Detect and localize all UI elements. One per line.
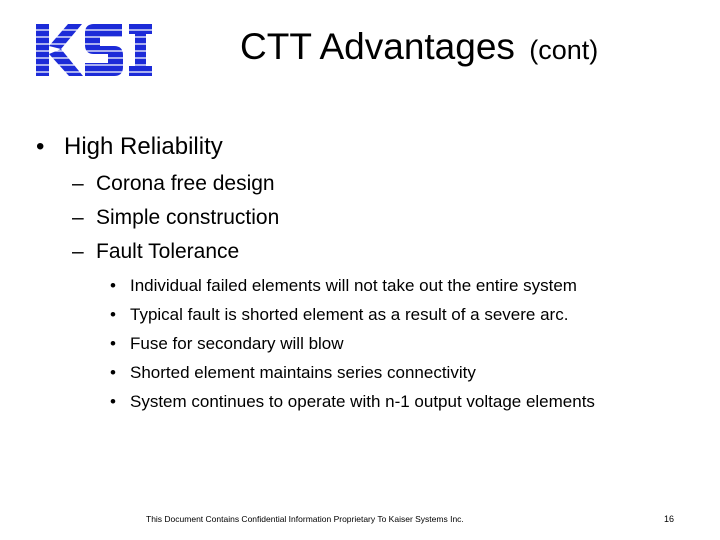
fault-item: • System continues to operate with n-1 output voltage elements [110,392,595,411]
slide-title [240,28,598,65]
fault-item: • Fuse for secondary will blow [110,334,344,353]
title-suffix: (cont) [529,35,599,65]
dash-icon: – [72,240,84,263]
bullet-icon: • [36,133,45,160]
bullet-icon: • [110,305,116,324]
sub-item: – Simple construction [72,206,280,229]
title-main: CTT Advantages [240,26,515,67]
fault-item: • Typical fault is shorted element as a result of a severe arc. [110,305,569,324]
bullet-icon: • [110,392,116,411]
page-number: 16 [664,514,675,524]
heading-text: High Reliability [64,133,223,160]
sub-item: – Corona free design [72,172,275,195]
dash-icon: – [72,172,84,195]
bullet-icon: • [110,363,116,382]
bullet-icon: • [110,276,116,295]
sub-item: – Fault Tolerance [72,240,240,263]
bullet-icon: • [110,334,116,353]
bullet-item-heading [36,133,223,161]
confidential-footer: This Document Contains Confidential Information Proprietary To Kaiser Systems Inc. [146,514,464,524]
fault-item: • Individual failed elements will not take out the entire system [110,276,577,295]
dash-icon: – [72,206,84,229]
fault-item: • Shorted element maintains series connectivity [110,363,476,382]
ksi-logo [36,24,152,76]
